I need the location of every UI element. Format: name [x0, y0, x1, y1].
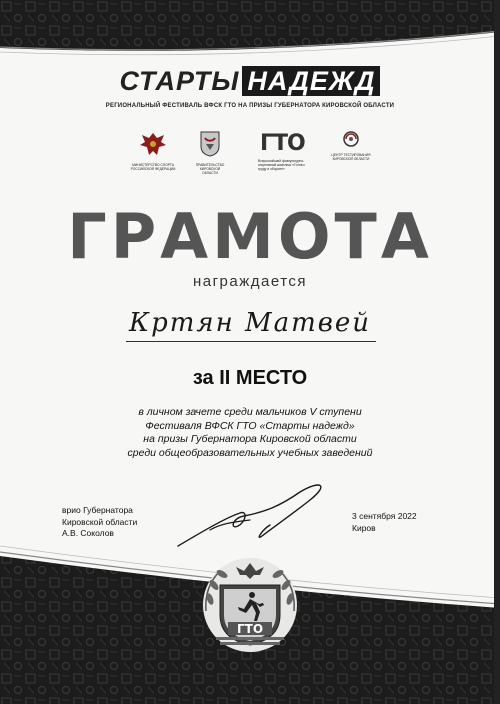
description-line: в личном зачете среди мальчиков V ступени [138, 406, 362, 418]
signatory-name: А.В. Соколов [62, 528, 114, 538]
certificate-date: 3 сентября 2022 [352, 511, 417, 521]
recipient-underline [126, 341, 376, 342]
gto-mark-icon [258, 128, 306, 154]
description-line: среди общеобразовательных учебных заведений [127, 446, 373, 459]
center-emblem-icon [328, 130, 374, 148]
date-place-block [352, 511, 417, 534]
ministry-logo: МИНИСТЕРСТВО СПОРТА РОССИЙСКОЙ ФЕДЕРАЦИИ [128, 130, 178, 171]
brand-word-1: СТАРТЫ [119, 66, 240, 96]
awarded-label: награждается [192, 273, 308, 290]
seal-label: ГТО [236, 622, 264, 636]
brand-word-2: НАДЕЖД [242, 66, 380, 96]
signatory-title: врио Губернатора [62, 505, 133, 515]
svg-text:ГТО: ГТО [260, 131, 305, 154]
region-logo: ПРАВИТЕЛЬСТВО КИРОВСКОЙ ОБЛАСТИ [192, 130, 228, 175]
recipient-name: Кртян Матвей [128, 308, 372, 338]
award-place: за II МЕСТО [192, 367, 308, 389]
signatory-block [62, 505, 137, 540]
shield-icon [192, 130, 228, 158]
gto-logo: ГТО Всероссийский физкультурно-спортивный комплекс «Готов к труду и обороне» [258, 128, 306, 171]
description-line: на призы Губернатора Кировской области [143, 433, 357, 445]
certificate-city: Киров [352, 522, 376, 533]
signatory-region: Кировской области [62, 516, 138, 527]
handwritten-signature [170, 478, 335, 553]
award-description [0, 406, 500, 460]
festival-subtitle: РЕГИОНАЛЬНЫЙ ФЕСТИВАЛЬ ВФСК ГТО НА ПРИЗЫ ГУБЕРНАТОРА КИРОВСКОЙ ОБЛАСТИ [105, 103, 395, 109]
eagle-icon [128, 130, 178, 158]
testing-center-logo: ЦЕНТР ТЕСТИРОВАНИЯ КИРОВСКОЙ ОБЛАСТИ [328, 130, 374, 161]
certificate-title: ГРАМОТА [67, 200, 433, 273]
brand-logo [0, 66, 500, 97]
gto-seal-emblem [200, 555, 300, 655]
description-line: Фестиваля ВФСК ГТО «Старты надежд» [145, 419, 355, 432]
